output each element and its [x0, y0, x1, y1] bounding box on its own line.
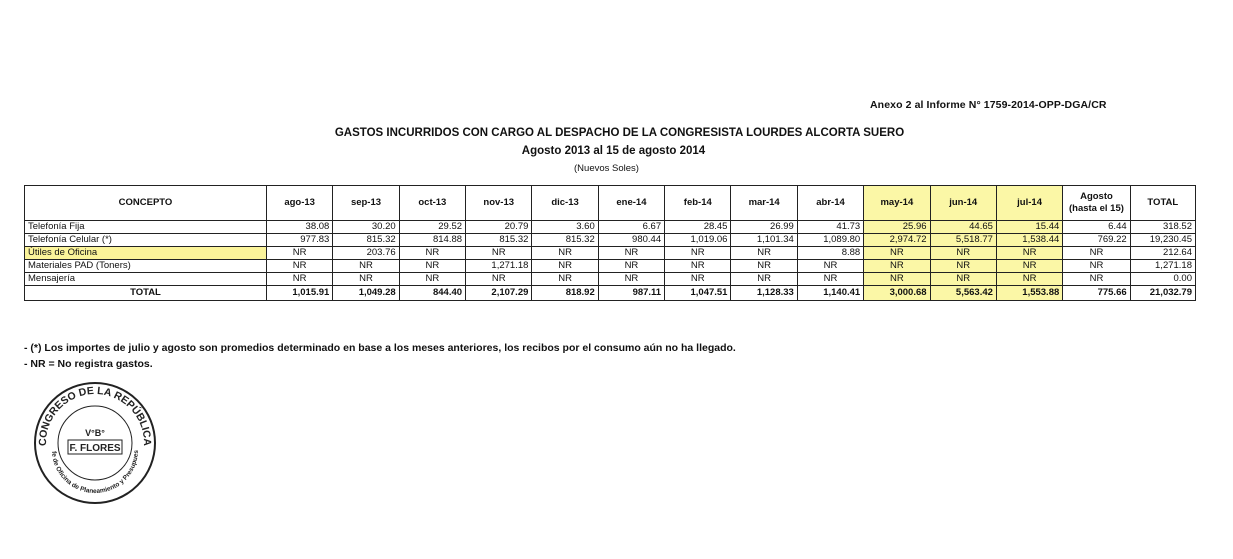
table-cell: 1,271.18 [466, 260, 532, 273]
table-cell: NR [731, 273, 797, 286]
table-row [25, 247, 1196, 260]
table-cell: 1,049.28 [333, 286, 399, 301]
table-cell: NR [466, 273, 532, 286]
table-row [25, 273, 1196, 286]
svg-text:Jefe de Oficina de Planeamient: fe de Oficina de Planeamiento y Presupues [50, 449, 141, 496]
table-cell: NR [797, 273, 863, 286]
table-cell: 41.73 [797, 221, 863, 234]
table-row [25, 260, 1196, 273]
table-cell: NR [996, 273, 1062, 286]
expenses-table [24, 185, 1196, 301]
header-month-jul-14: jul-14 [996, 186, 1062, 221]
table-cell: 6.67 [598, 221, 664, 234]
report-currency: (Nuevos Soles) [574, 163, 639, 174]
table-cell: 44.65 [930, 221, 996, 234]
table-cell: NR [598, 273, 664, 286]
report-period: Agosto 2013 al 15 de agosto 2014 [521, 145, 706, 157]
table-cell: NR [1063, 273, 1130, 286]
table-cell: 1,140.41 [797, 286, 863, 301]
svg-text:F. FLORES: F. FLORES [69, 443, 121, 454]
table-cell: 28.45 [665, 221, 731, 234]
table-cell: NR [996, 260, 1062, 273]
table-cell: NR [996, 247, 1062, 260]
table-cell: 815.32 [466, 234, 532, 247]
footnote-averages: - (*) Los importes de julio y agosto son promedios determinado en base a los meses anteriores, los recibos por el consumo aún no ha llegado. [24, 342, 736, 354]
table-cell: NR [930, 273, 996, 286]
table-cell: NR [266, 260, 332, 273]
table-cell: 8.88 [797, 247, 863, 260]
header-month-sep-13: sep-13 [333, 186, 399, 221]
table-cell: 815.32 [333, 234, 399, 247]
row-concept: Telefonía Fija [25, 221, 267, 234]
svg-text:V°B°: V°B° [85, 428, 105, 438]
header-month-dic-13: dic-13 [532, 186, 598, 221]
table-cell: 29.52 [399, 221, 465, 234]
table-cell: 2,107.29 [466, 286, 532, 301]
table-cell: 844.40 [399, 286, 465, 301]
table-cell: 2,974.72 [864, 234, 930, 247]
table-cell: 212.64 [1130, 247, 1195, 260]
table-cell: 203.76 [333, 247, 399, 260]
table-cell: NR [665, 247, 731, 260]
table-cell: NR [598, 260, 664, 273]
table-cell: NR [399, 273, 465, 286]
table-cell: 1,553.88 [996, 286, 1062, 301]
table-cell: NR [665, 273, 731, 286]
header-concept: CONCEPTO [25, 186, 267, 221]
table-header-row [25, 186, 1196, 221]
table-cell: 1,128.33 [731, 286, 797, 301]
footnote-nr: - NR = No registra gastos. [24, 358, 153, 370]
table-cell: NR [665, 260, 731, 273]
table-cell: NR [598, 247, 664, 260]
table-cell: 318.52 [1130, 221, 1195, 234]
header-month-abr-14: abr-14 [797, 186, 863, 221]
approval-seal [30, 378, 160, 508]
table-cell: NR [532, 247, 598, 260]
table-cell: NR [333, 260, 399, 273]
annex-reference: Anexo 2 al Informe N° 1759-2014-OPP-DGA/CR [870, 99, 1107, 111]
table-cell: 1,047.51 [665, 286, 731, 301]
table-cell: NR [266, 273, 332, 286]
table-cell: 815.32 [532, 234, 598, 247]
row-concept: Telefonía Celular (*) [25, 234, 267, 247]
table-cell: NR [1063, 247, 1130, 260]
table-cell: 19,230.45 [1130, 234, 1195, 247]
table-cell: NR [930, 260, 996, 273]
table-cell: NR [333, 273, 399, 286]
header-month-nov-13: nov-13 [466, 186, 532, 221]
header-month-oct-13: oct-13 [399, 186, 465, 221]
header-month-ago-13: ago-13 [266, 186, 332, 221]
table-cell: 0.00 [1130, 273, 1195, 286]
table-cell: 987.11 [598, 286, 664, 301]
table-cell: 1,089.80 [797, 234, 863, 247]
row-concept: Mensajería [25, 273, 267, 286]
table-cell: NR [864, 273, 930, 286]
table-cell: 3,000.68 [864, 286, 930, 301]
table-cell: 25.96 [864, 221, 930, 234]
table-cell: NR [266, 247, 332, 260]
svg-text:CONGRESO DE LA REPÚBLICA: CONGRESO DE LA REPÚBLICA [36, 384, 154, 447]
table-cell: 775.66 [1063, 286, 1130, 301]
table-cell: NR [1063, 260, 1130, 273]
header-month-may-14: may-14 [864, 186, 930, 221]
header-agosto: Agosto (hasta el 15) [1063, 186, 1130, 221]
header-month-feb-14: feb-14 [665, 186, 731, 221]
table-cell: NR [864, 247, 930, 260]
header-month-ene-14: ene-14 [598, 186, 664, 221]
table-cell: 977.83 [266, 234, 332, 247]
table-cell: 38.08 [266, 221, 332, 234]
table-row [25, 234, 1196, 247]
table-cell: NR [864, 260, 930, 273]
table-cell: NR [466, 247, 532, 260]
table-row [25, 221, 1196, 234]
row-concept: Útiles de Oficina [25, 247, 267, 260]
table-cell: 5,518.77 [930, 234, 996, 247]
row-concept: TOTAL [25, 286, 267, 301]
table-cell: NR [797, 260, 863, 273]
row-concept: Materiales PAD (Toners) [25, 260, 267, 273]
table-cell: NR [532, 273, 598, 286]
table-cell: 6.44 [1063, 221, 1130, 234]
table-cell: 769.22 [1063, 234, 1130, 247]
table-cell: NR [930, 247, 996, 260]
table-cell: NR [731, 260, 797, 273]
table-cell: 1,538.44 [996, 234, 1062, 247]
table-cell: 21,032.79 [1130, 286, 1195, 301]
table-cell: 3.60 [532, 221, 598, 234]
table-cell: 818.92 [532, 286, 598, 301]
table-cell: 20.79 [466, 221, 532, 234]
table-cell: 1,101.34 [731, 234, 797, 247]
table-cell: 1,019.06 [665, 234, 731, 247]
report-title: GASTOS INCURRIDOS CON CARGO AL DESPACHO DE LA CONGRESISTA LOURDES ALCORTA SUERO [334, 127, 905, 139]
table-cell: 814.88 [399, 234, 465, 247]
table-cell: NR [399, 260, 465, 273]
table-cell: 5,563.42 [930, 286, 996, 301]
table-cell: 15.44 [996, 221, 1062, 234]
table-cell: 980.44 [598, 234, 664, 247]
table-cell: 26.99 [731, 221, 797, 234]
table-cell: 1,271.18 [1130, 260, 1195, 273]
table-cell: 1,015.91 [266, 286, 332, 301]
header-month-jun-14: jun-14 [930, 186, 996, 221]
table-cell: NR [399, 247, 465, 260]
header-month-mar-14: mar-14 [731, 186, 797, 221]
table-cell: NR [731, 247, 797, 260]
table-total-row [25, 286, 1196, 301]
table-cell: 30.20 [333, 221, 399, 234]
table-cell: NR [532, 260, 598, 273]
header-total: TOTAL [1130, 186, 1195, 221]
